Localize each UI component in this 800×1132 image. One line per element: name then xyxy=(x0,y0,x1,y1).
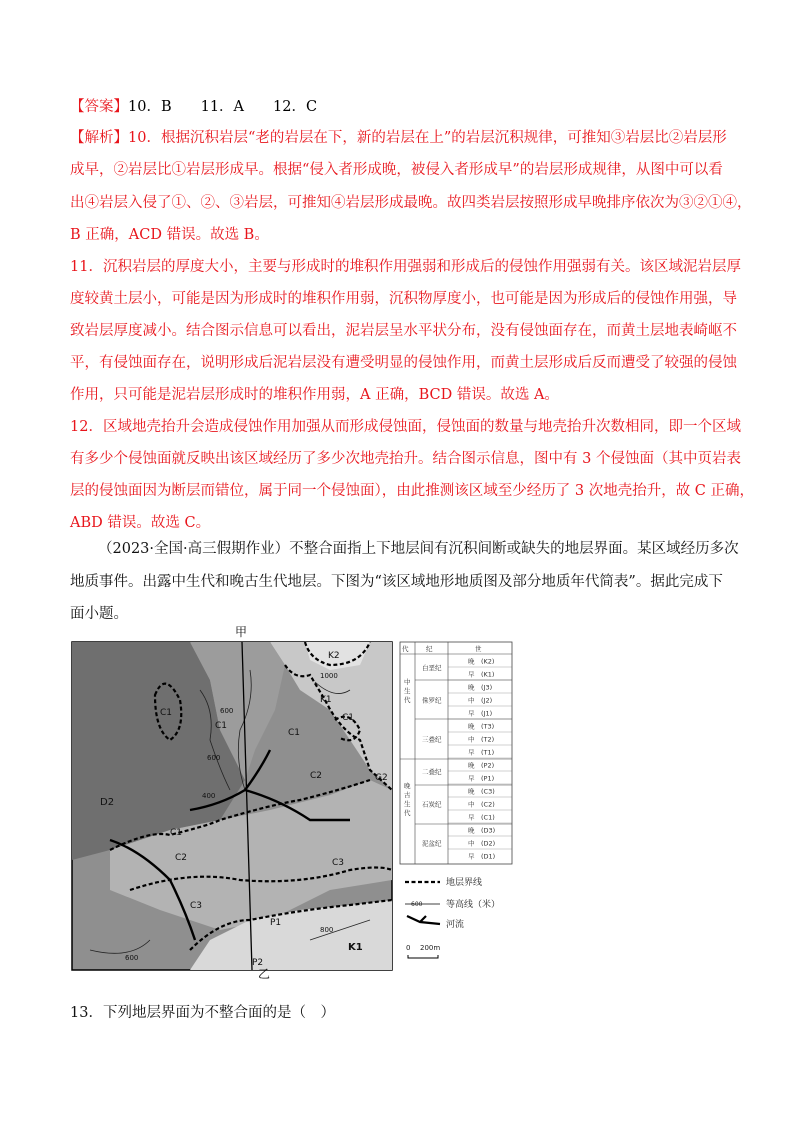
map-unit-11: C3 xyxy=(332,858,345,868)
table-period-cell: 泥盆纪 xyxy=(422,839,442,848)
geologic-time-table xyxy=(400,642,512,864)
intro-line-1: （2023·全国·高三假期作业）不整合面指上下地层间有沉积间断或缺失的地层界面。某区域经历多次 xyxy=(98,541,739,557)
intro-line-2: 地质事件。出露中生代和晚古生代地层。下图为“该区域地形地质图及部分地质年代简表”。据此完成下 xyxy=(70,574,723,590)
analysis-q11-line-5: 作用，只可能是泥岩层形成时的堆积作用弱，A 正确，BCD 错误。故选 A。 xyxy=(70,387,559,403)
analysis-q10-line-1 xyxy=(70,128,738,148)
analysis-q11-line-1: 11．沉积岩层的厚度大小，主要与形成时的堆积作用强弱和形成后的侵蚀作用强弱有关。该区域泥岩层厚 xyxy=(70,259,741,275)
analysis-q10-text-1: 10．根据沉积岩层“老的岩层在下，新的岩层在上”的岩层沉积规律，可推知③岩层比②岩层形 xyxy=(128,130,727,146)
map-unit-14: P2 xyxy=(252,958,264,968)
table-period-cell: 白垩纪 xyxy=(422,664,442,672)
scale-length: 200m xyxy=(420,944,441,952)
table-epoch-cell: 中 (T2) xyxy=(468,735,495,744)
geologic-map-figure xyxy=(70,620,730,980)
contour-label-0: 1000 xyxy=(320,672,338,680)
analysis-q11-line-4: 平，有侵蚀面存在，说明形成后泥岩层没有遭受明显的侵蚀作用，而黄土层形成后反而遭受了较强的侵蚀 xyxy=(70,355,737,371)
map-unit-2: C1 xyxy=(160,708,173,718)
table-epoch-cell: 早 (K1) xyxy=(468,670,495,679)
analysis-tag: 【解析】 xyxy=(70,130,128,146)
map-unit-3: C1 xyxy=(215,721,228,731)
table-era-char: 晚 xyxy=(404,782,411,790)
map-label-bottom: 乙 xyxy=(258,967,271,980)
scale-bar xyxy=(408,955,438,958)
analysis-q11-line-2: 度较黄土层小，可能是因为形成时的堆积作用弱，沉积物厚度小，也可能是因为形成后的侵蚀作用强，导 xyxy=(70,291,737,307)
analysis-q12-line-1: 12．区域地壳抬升会造成侵蚀作用加强从而形成侵蚀面，侵蚀面的数量与地壳抬升次数相同，即一个区域 xyxy=(70,419,741,435)
table-era-char: 生 xyxy=(404,800,411,808)
contour-label-4: 800 xyxy=(320,926,334,934)
legend-contour-value: 600 xyxy=(411,901,423,908)
map-unit-7: G2 xyxy=(375,773,388,783)
answer-line xyxy=(70,97,738,117)
legend-river-swatch xyxy=(407,916,440,924)
map-unit-6: C2 xyxy=(310,771,323,781)
map-unit-4: C1 xyxy=(288,728,301,738)
table-era-char: 古 xyxy=(404,791,411,799)
contour-label-3: 400 xyxy=(202,792,216,800)
analysis-q10-line-2: 成早，②岩层比①岩层形成早。根据“侵入者形成晚，被侵入者形成早”的岩层形成规律，从图中可以看 xyxy=(70,162,723,178)
table-epoch-cell: 早 (T1) xyxy=(468,748,495,757)
legend-river-label: 河流 xyxy=(446,920,465,930)
table-epoch-cell: 晚 (C3) xyxy=(468,787,495,796)
map-unit-0: K2 xyxy=(328,651,340,661)
legend-contour-label: 等高线（米） xyxy=(446,900,501,910)
table-header-epoch: 世 xyxy=(475,645,482,653)
analysis-q10-line-3: 出④岩层入侵了①、②、③岩层，可推知④岩层形成最晚。故四类岩层按照形成早晚排序依次为③②①④， xyxy=(70,195,752,211)
map-unit-12: C3 xyxy=(190,901,203,911)
table-epoch-cell: 晚 (D3) xyxy=(468,826,496,835)
contour-label-1: 600 xyxy=(220,707,234,715)
analysis-q11-line-3: 致岩层厚度减小。结合图示信息可以看出，泥岩层呈水平状分布，没有侵蚀面存在，而黄土层地表崎岖不 xyxy=(70,323,737,339)
table-epoch-cell: 晚 (T3) xyxy=(468,722,495,731)
table-header-era: 代 xyxy=(402,645,409,653)
legend xyxy=(405,876,500,958)
table-period-cell: 侏罗纪 xyxy=(422,696,442,705)
table-epoch-cell: 早 (D1) xyxy=(468,852,496,861)
map-unit-5: C1 xyxy=(342,713,355,723)
map-label-top: 甲 xyxy=(235,625,248,639)
table-epoch-cell: 早 (P1) xyxy=(468,774,495,783)
legend-boundary-label: 地层界线 xyxy=(446,878,483,888)
contour-label-5: 600 xyxy=(125,954,139,962)
map-unit-15: K1 xyxy=(348,942,363,953)
contour-label-2: 600 xyxy=(207,754,221,762)
table-epoch-cell: 晚 (P2) xyxy=(468,761,495,770)
table-era-char: 代 xyxy=(404,696,411,704)
table-epoch-cell: 早 (C1) xyxy=(468,813,495,822)
table-epoch-cell: 中 (J2) xyxy=(468,696,493,705)
analysis-q12-line-4: ABD 错误。故选 C。 xyxy=(70,515,211,531)
question-13: 13．下列地层界面为不整合面的是（ ） xyxy=(70,1005,335,1021)
map-unit-9: C1 xyxy=(170,828,183,838)
map-unit-13: P1 xyxy=(270,918,282,928)
table-epoch-cell: 晚 (J3) xyxy=(468,683,493,692)
map-unit-1: K1 xyxy=(320,695,332,705)
map-unit-10: C2 xyxy=(175,853,188,863)
scale-zero: 0 xyxy=(406,944,411,952)
map-unit-8: D2 xyxy=(100,797,115,808)
table-epoch-cell: 中 (C2) xyxy=(468,800,495,809)
table-header-period: 纪 xyxy=(426,645,433,653)
table-era-char: 代 xyxy=(404,809,411,817)
table-epoch-cell: 早 (J1) xyxy=(468,709,493,718)
table-era-char: 生 xyxy=(404,687,411,695)
answer-items: 10．B 11．A 12．C xyxy=(128,99,318,115)
analysis-q10-line-4: B 正确，ACD 错误。故选 B。 xyxy=(70,227,269,243)
intro-line-3: 面小题。 xyxy=(70,606,128,622)
table-period-cell: 二叠纪 xyxy=(422,768,442,776)
answer-tag: 【答案】 xyxy=(70,99,128,115)
geologic-map xyxy=(72,642,392,970)
table-epoch-cell: 中 (D2) xyxy=(468,839,496,848)
table-era-char: 中 xyxy=(404,678,411,686)
analysis-q12-line-2: 有多少个侵蚀面就反映出该区域经历了多少次地壳抬升。结合图示信息，图中有 3 个侵蚀面（其中页岩表 xyxy=(70,451,741,467)
table-period-cell: 三叠纪 xyxy=(422,735,442,744)
table-period-cell: 石炭纪 xyxy=(422,800,442,809)
table-epoch-cell: 晚 (K2) xyxy=(468,657,495,666)
analysis-q12-line-3: 层的侵蚀面因为断层而错位，属于同一个侵蚀面），由此推测该区域至少经历了 3 次地壳抬升，故 C 正确， xyxy=(70,483,755,499)
